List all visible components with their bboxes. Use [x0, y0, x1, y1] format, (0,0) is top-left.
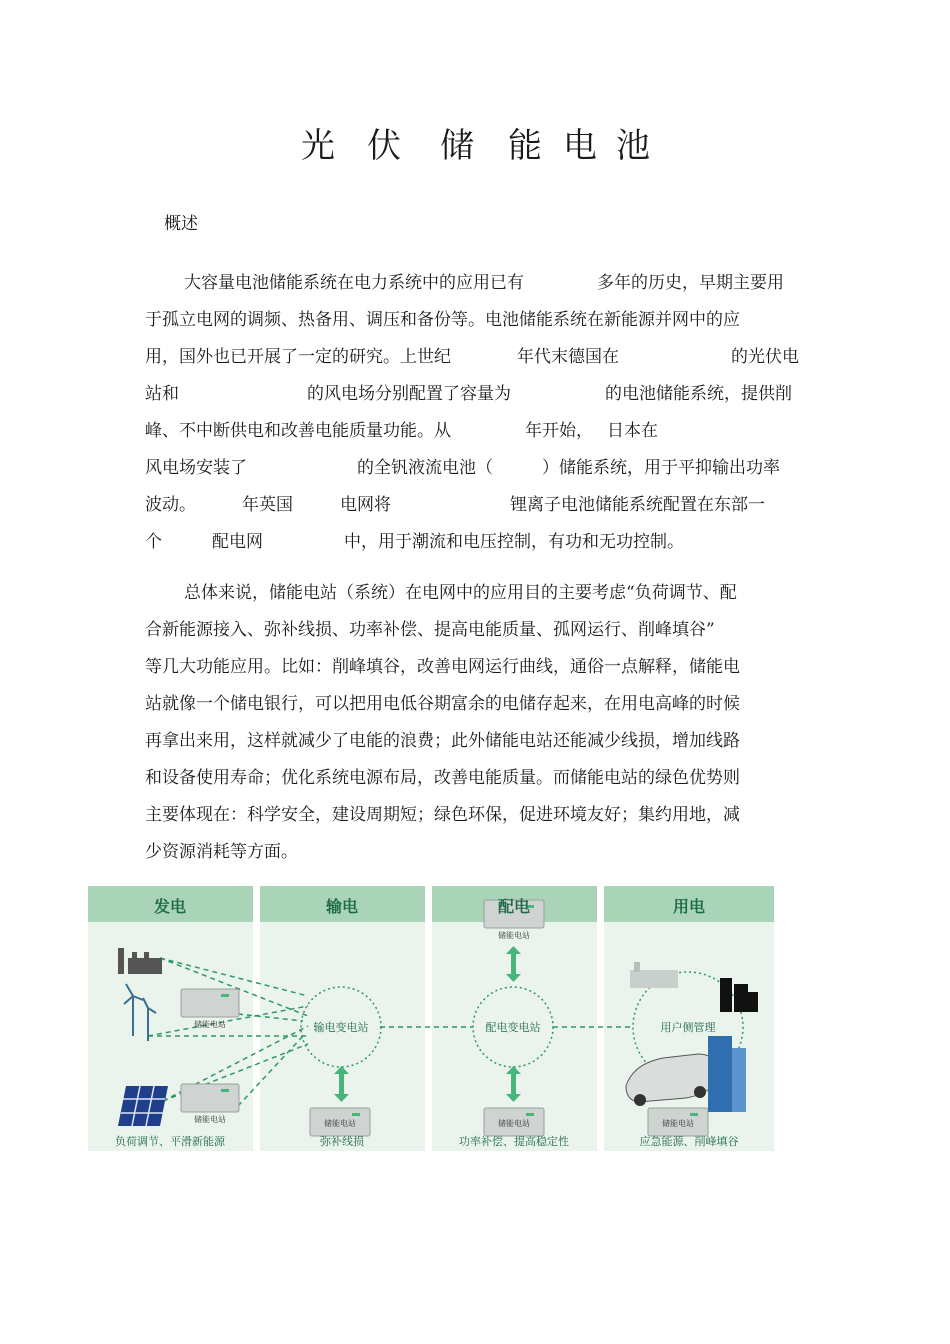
text-line: 于孤立电网的调频、热备用、调压和备份等。电池储能系统在新能源并网中的应 — [145, 310, 740, 330]
text-line — [0, 524, 950, 560]
text-line — [0, 487, 950, 523]
station-label: 储能电站 — [498, 931, 530, 940]
column-header: 输电 — [325, 897, 359, 916]
column-header: 配电 — [497, 897, 531, 916]
text-line: 少资源消耗等方面。 — [145, 842, 298, 862]
text-line: 再拿出来用，这样就减少了电能的浪费；此外储能电站还能减少线损，增加线路 — [145, 731, 740, 751]
text-line — [0, 376, 950, 412]
text-line — [0, 265, 950, 301]
text-segment: 电网将 — [340, 495, 391, 515]
text-segment: 年代末德国在 — [517, 347, 619, 367]
text-segment: 波动。 — [145, 495, 196, 515]
station-label: 储能电站 — [324, 1119, 356, 1128]
text-segment: 的风电场分别配置了容量为 — [307, 384, 511, 404]
text-segment: 个 — [145, 532, 162, 552]
text-segment: 的全钒液流电池（ — [357, 458, 493, 478]
text-segment: 日本在 — [607, 421, 658, 441]
text-line: 合新能源接入、弥补线损、功率补偿、提高电能质量、孤网运行、削峰填谷” — [145, 620, 715, 640]
text-segment: 大容量电池储能系统在电力系统中的应用已有 — [184, 273, 524, 293]
text-segment: 中，用于潮流和电压控制，有功和无功控制。 — [344, 532, 684, 552]
text-segment: 的光伏电 — [731, 347, 799, 367]
document-title — [0, 124, 950, 174]
title-char: 光 — [301, 126, 335, 166]
column-footer: 弥补线损 — [320, 1135, 364, 1148]
column-footer: 应急能源、削峰填谷 — [639, 1135, 739, 1148]
text-line: 和设备使用寿命；优化系统电源布局，改善电能质量。而储能电站的绿色优势则 — [145, 768, 740, 788]
text-line — [0, 450, 950, 486]
station-label: 储能电站 — [194, 1115, 226, 1124]
text-segment: 配电网 — [212, 532, 263, 552]
node-transmission: 输电变电站 — [313, 1021, 369, 1034]
text-line: 等几大功能应用。比如：削峰填谷，改善电网运行曲线，通俗一点解释，储能电 — [145, 657, 740, 677]
text-segment: ）储能系统，用于平抑输出功率 — [542, 458, 780, 478]
column-header: 用电 — [672, 897, 706, 916]
column-footer: 负荷调节、平滑新能源 — [115, 1135, 225, 1148]
title-char: 电 — [563, 126, 597, 166]
text-segment: 年英国 — [242, 495, 293, 515]
text-line: 站就像一个储电银行，可以把用电低谷期富余的电储存起来，在用电高峰的时候 — [145, 694, 740, 714]
text-line — [0, 339, 950, 375]
station-label: 储能电站 — [194, 1020, 226, 1029]
title-char: 能 — [508, 126, 542, 166]
text-segment: 用，国外也已开展了一定的研究。上世纪 — [145, 347, 451, 367]
section-heading: 概述 — [164, 214, 198, 234]
text-line: 主要体现在：科学安全，建设周期短；绿色环保，促进环境友好；集约用地，减 — [145, 805, 740, 825]
text-segment: 峰、不中断供电和改善电能质量功能。从 — [145, 421, 451, 441]
station-label: 储能电站 — [498, 1119, 530, 1128]
text-segment: 锂离子电池储能系统配置在东部一 — [510, 495, 765, 515]
title-char: 池 — [616, 126, 650, 166]
title-char: 储 — [440, 126, 474, 166]
text-segment: 的电池储能系统，提供削 — [605, 384, 792, 404]
text-segment: 年开始， — [525, 421, 593, 441]
station-label: 储能电站 — [662, 1119, 694, 1128]
column-header: 发电 — [153, 897, 187, 916]
text-segment: 风电场安装了 — [145, 458, 247, 478]
text-segment: 站和 — [145, 384, 179, 404]
text-line — [0, 413, 950, 449]
text-segment: 多年的历史，早期主要用 — [597, 273, 784, 293]
solar-panel-icon — [118, 1086, 168, 1126]
text-line: 总体来说，储能电站（系统）在电网中的应用目的主要考虑“负荷调节、配 — [184, 583, 737, 603]
energy-storage-diagram — [88, 886, 774, 1151]
node-user-management: 用户侧管理 — [660, 1021, 716, 1034]
node-distribution: 配电变电站 — [485, 1021, 541, 1034]
title-char: 伏 — [367, 126, 401, 166]
column-footer: 功率补偿、提高稳定性 — [459, 1135, 569, 1148]
